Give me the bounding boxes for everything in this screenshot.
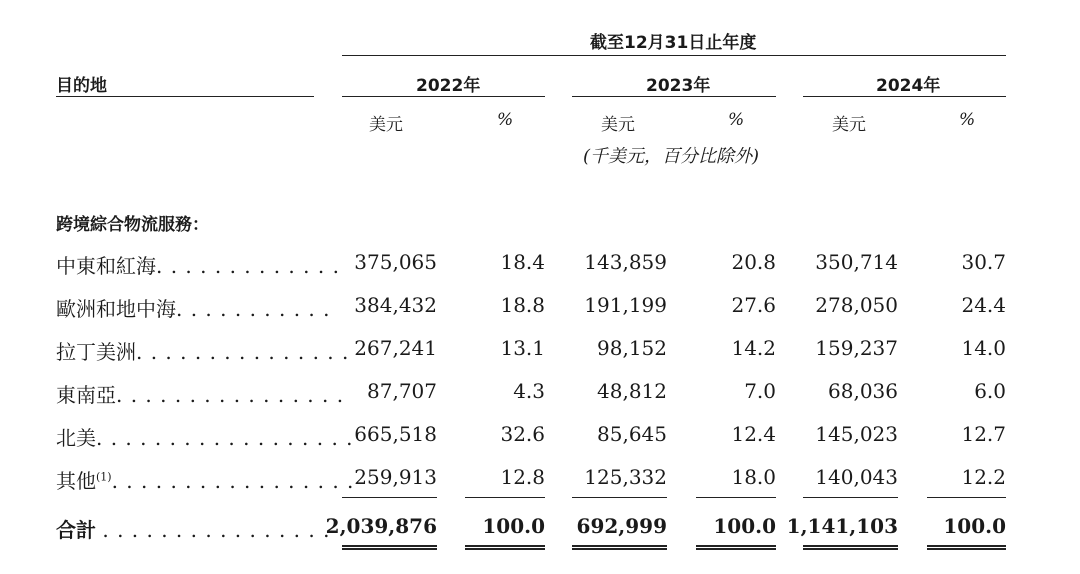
period-underline [342,55,1006,56]
row-value: 68,036 [828,379,898,403]
row-label-wrap [56,293,331,322]
row-label-wrap [56,422,354,451]
row-value: 12.2 [961,465,1006,489]
row-value: 18.0 [731,465,776,489]
usd-label-2022: 美元 [369,115,403,135]
row-value: 87,707 [367,379,437,403]
row-value: 85,645 [597,422,667,446]
row-value: 32.6 [500,422,545,446]
row-label: 東南亞 [56,383,116,407]
row-label-wrap [56,379,344,408]
row-value: 125,332 [584,465,667,489]
subtotal-line-2 [465,497,545,498]
pct-label-2024: % [959,110,976,130]
row-value: 267,241 [354,336,437,360]
subtotal-line-5 [803,497,898,498]
row-value: 143,859 [584,250,667,274]
year-2023: 2023年 [646,76,711,96]
total-value: 100.0 [482,514,545,538]
row-label: 北美 [56,426,96,450]
row-leader-dots: . . . . . . . . . . . . . [156,254,340,278]
subtotal-line-1 [342,497,437,498]
subtotal-line-4 [696,497,776,498]
row-value: 18.8 [500,293,545,317]
total-value: 2,039,876 [325,514,437,538]
total-dline-2 [465,545,545,550]
section-title: 跨境綜合物流服務： [56,215,209,235]
subtotal-line-6 [927,497,1006,498]
row-label: 歐洲和地中海 [56,297,176,321]
row-leader-dots: . . . . . . . . . . . . . . . [136,340,350,364]
row-value: 375,065 [354,250,437,274]
row-value: 98,152 [597,336,667,360]
usd-label-2024: 美元 [832,115,866,135]
row-value: 14.0 [961,336,1006,360]
row-leader-dots: . . . . . . . . . . . . . . . . [116,383,345,407]
total-dline-1 [342,545,437,550]
row-value: 30.7 [961,250,1006,274]
total-dline-4 [696,545,776,550]
row-value: 259,913 [354,465,437,489]
total-value: 1,141,103 [786,514,898,538]
total-dots: . . . . . . . . . . . . . . . . [102,518,331,542]
row-value: 12.7 [961,422,1006,446]
row-value: 24.4 [961,293,1006,317]
row-footnote-marker: (1) [96,470,112,484]
pct-label-2023: % [728,110,745,130]
row-value: 12.8 [500,465,545,489]
row-value: 48,812 [597,379,667,403]
total-label-wrap [56,514,330,543]
row-value: 145,023 [815,422,898,446]
row-value: 191,199 [584,293,667,317]
row-value: 4.3 [513,379,545,403]
row-value: 6.0 [974,379,1006,403]
row-value: 384,432 [354,293,437,317]
row-leader-dots: . . . . . . . . . . . . . . . . . . [96,426,354,450]
destination-underline [56,96,314,97]
row-value: 12.4 [731,422,776,446]
row-value: 13.1 [500,336,545,360]
row-value: 140,043 [815,465,898,489]
period-title: 截至12月31日止年度 [590,33,757,53]
total-dline-3 [572,545,667,550]
total-value: 100.0 [713,514,776,538]
row-label: 中東和紅海 [56,254,156,278]
row-label-wrap [56,465,354,494]
row-label-wrap [56,336,349,365]
usd-label-2023: 美元 [601,115,635,135]
unit-note: (千美元，百分比除外) [583,146,760,167]
total-value: 100.0 [943,514,1006,538]
row-value: 18.4 [500,250,545,274]
row-value: 350,714 [815,250,898,274]
row-leader-dots: . . . . . . . . . . . . . . . . . [111,469,355,493]
year-2023-underline [572,96,776,97]
total-label: 合計 [56,518,96,542]
row-value: 14.2 [731,336,776,360]
year-2022-underline [342,96,545,97]
row-leader-dots: . . . . . . . . . . . [176,297,331,321]
row-value: 27.6 [731,293,776,317]
row-value: 665,518 [354,422,437,446]
row-value: 7.0 [744,379,776,403]
pct-label-2022: % [497,110,514,130]
row-label-wrap [56,250,340,279]
row-value: 20.8 [731,250,776,274]
year-2024-underline [803,96,1006,97]
row-label: 其他 [56,469,96,493]
total-dline-5 [803,545,898,550]
row-value: 159,237 [815,336,898,360]
total-dline-6 [927,545,1006,550]
subtotal-line-3 [572,497,667,498]
total-value: 692,999 [576,514,667,538]
row-value: 278,050 [815,293,898,317]
year-2022: 2022年 [416,76,481,96]
destination-label: 目的地 [56,76,107,96]
row-label: 拉丁美洲 [56,340,136,364]
year-2024: 2024年 [876,76,941,96]
